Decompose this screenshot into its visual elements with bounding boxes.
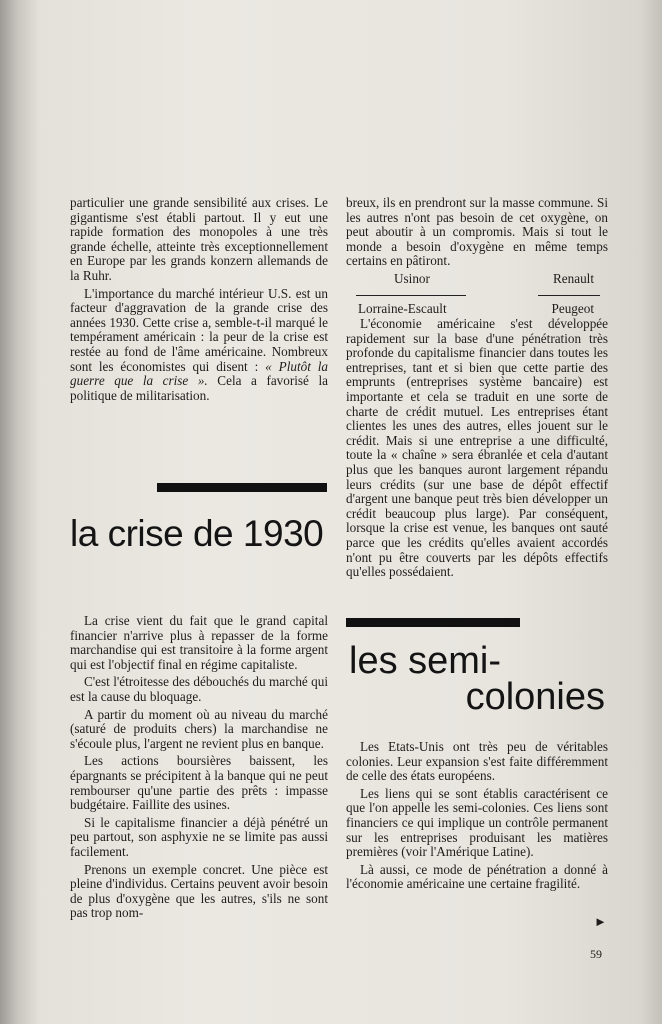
divider [538, 295, 600, 296]
paragraph: breux, ils en prendront sur la masse commune. Si les autres n'ont pas besoin de cet oxygène, on peut aboutir à un compromis. Mais si tout le monde a besoin d'oxygène en même temps certains en pâtiront. [346, 195, 608, 269]
paragraph: La crise vient du fait que le grand capital financier n'arrive plus à repasser de la forme marchandise qui est transitoire à la forme argent qui est l'objectif final en régime capitaliste. [70, 613, 328, 672]
company-renault: Renault [552, 271, 594, 286]
paragraph-text: L'importance du marché intérieur U.S. est un facteur d'aggravation de la grande crise des années 1930. Cette crise a, semble-t-il marqué le tempérament américain : la peur de la crise est restée au fond de l'âme américaine. Nombreux sont les économistes qui disent : [70, 285, 328, 374]
continue-arrow-icon: ► [594, 914, 607, 929]
paragraph: Les liens qui se sont établis caractérisent ce que l'on appelle les semi-colonies. Ces liens sont financiers ce qui implique un contrôle permanent sur les entreprises produisant les matières premières (voir l'Amérique Latine). [346, 785, 608, 860]
heading-rule [346, 618, 520, 627]
paragraph: Les Etats-Unis ont très peu de véritables colonies. Leur expansion s'est faite différemment de celle des états européens. [346, 739, 608, 784]
paragraph: Prenons un exemple concret. Une pièce est pleine d'individus. Certains peuvent avoir besoin de plus d'oxygène que les autres, s'ils ne sont pas trop nom- [70, 861, 328, 921]
paragraph: A partir du moment où au niveau du marché (saturé de produits chers) la marchandise ne s'écoule plus, l'argent ne revient plus en banque. [70, 706, 328, 751]
quote: « Plutôt la guerre que la crise ». [70, 358, 329, 389]
comparison-row [346, 271, 608, 287]
company-lorraine-escault: Lorraine-Escault [358, 301, 447, 316]
comparison-row [346, 301, 608, 317]
section-heading-semi-line1: les semi- [349, 640, 502, 682]
right-column-bottom [346, 740, 608, 895]
section-heading-crise: la crise de 1930 [70, 513, 324, 554]
paragraph: L'économie américaine s'est développée rapidement sur la base d'une pénétration très profonde du capitalisme financier dans toutes les entreprises, tant et si bien que cette partie des emprunts (entreprises système bancaire) est importante et cela se traduit en une sorte de charte de crédit mutuel. Les entreprises étant clientes les unes des autres, elles jouent sur le crédit. Mais si une entreprise a une difficulté, toute la « chaîne » sera ébranlée et cela d'autant plus que les banques auront largement répandu leurs crédits (sur une base de dépôt effectif d'argent une banque peut très bien développer un crédit beaucoup plus large). Par conséquent, lorsque la crise est venue, les banques ont sauté parce que les crédits qu'elles avaient accordés n'ont pu être couverts par les dépôts effectifs qu'elles possédaient. [346, 316, 608, 580]
paragraph [70, 287, 328, 404]
right-column-top [346, 196, 608, 272]
right-column-middle [346, 317, 608, 583]
heading-rule [157, 483, 327, 492]
paragraph: particulier une grande sensibilité aux crises. Le gigantisme s'est établi partout. Il y eut une rapide formation des monopoles à une très grande échelle, atteinte très exceptionnellement en Europe par les grands konzern allemands de la Ruhr. [70, 195, 328, 283]
company-usinor: Usinor [394, 271, 430, 286]
company-peugeot: Peugeot [551, 301, 594, 316]
paragraph: Là aussi, ce mode de pénétration a donné à l'économie américaine une certaine fragilité. [346, 861, 608, 892]
section-heading-semi-line2: colonies [465, 676, 605, 718]
divider [356, 295, 466, 296]
left-column-bottom [70, 614, 328, 924]
paragraph-text: Cela a favorisé la politique de militarisation. [70, 373, 328, 403]
paragraph: C'est l'étroitesse des débouchés du marché qui est la cause du bloquage. [70, 674, 328, 704]
left-column-top [70, 196, 328, 406]
paragraph: Si le capitalisme financier a déjà pénétré un peu partout, son asphyxie ne se limite pas aussi facilement. [70, 814, 328, 859]
page-number: 59 [590, 947, 602, 961]
paragraph: Les actions boursières baissent, les épargnants se précipitent à la banque qui ne peut rembourser qu'une partie des prêts : impasse budgétaire. Faillite des usines. [70, 753, 328, 813]
company-comparison [346, 271, 608, 317]
